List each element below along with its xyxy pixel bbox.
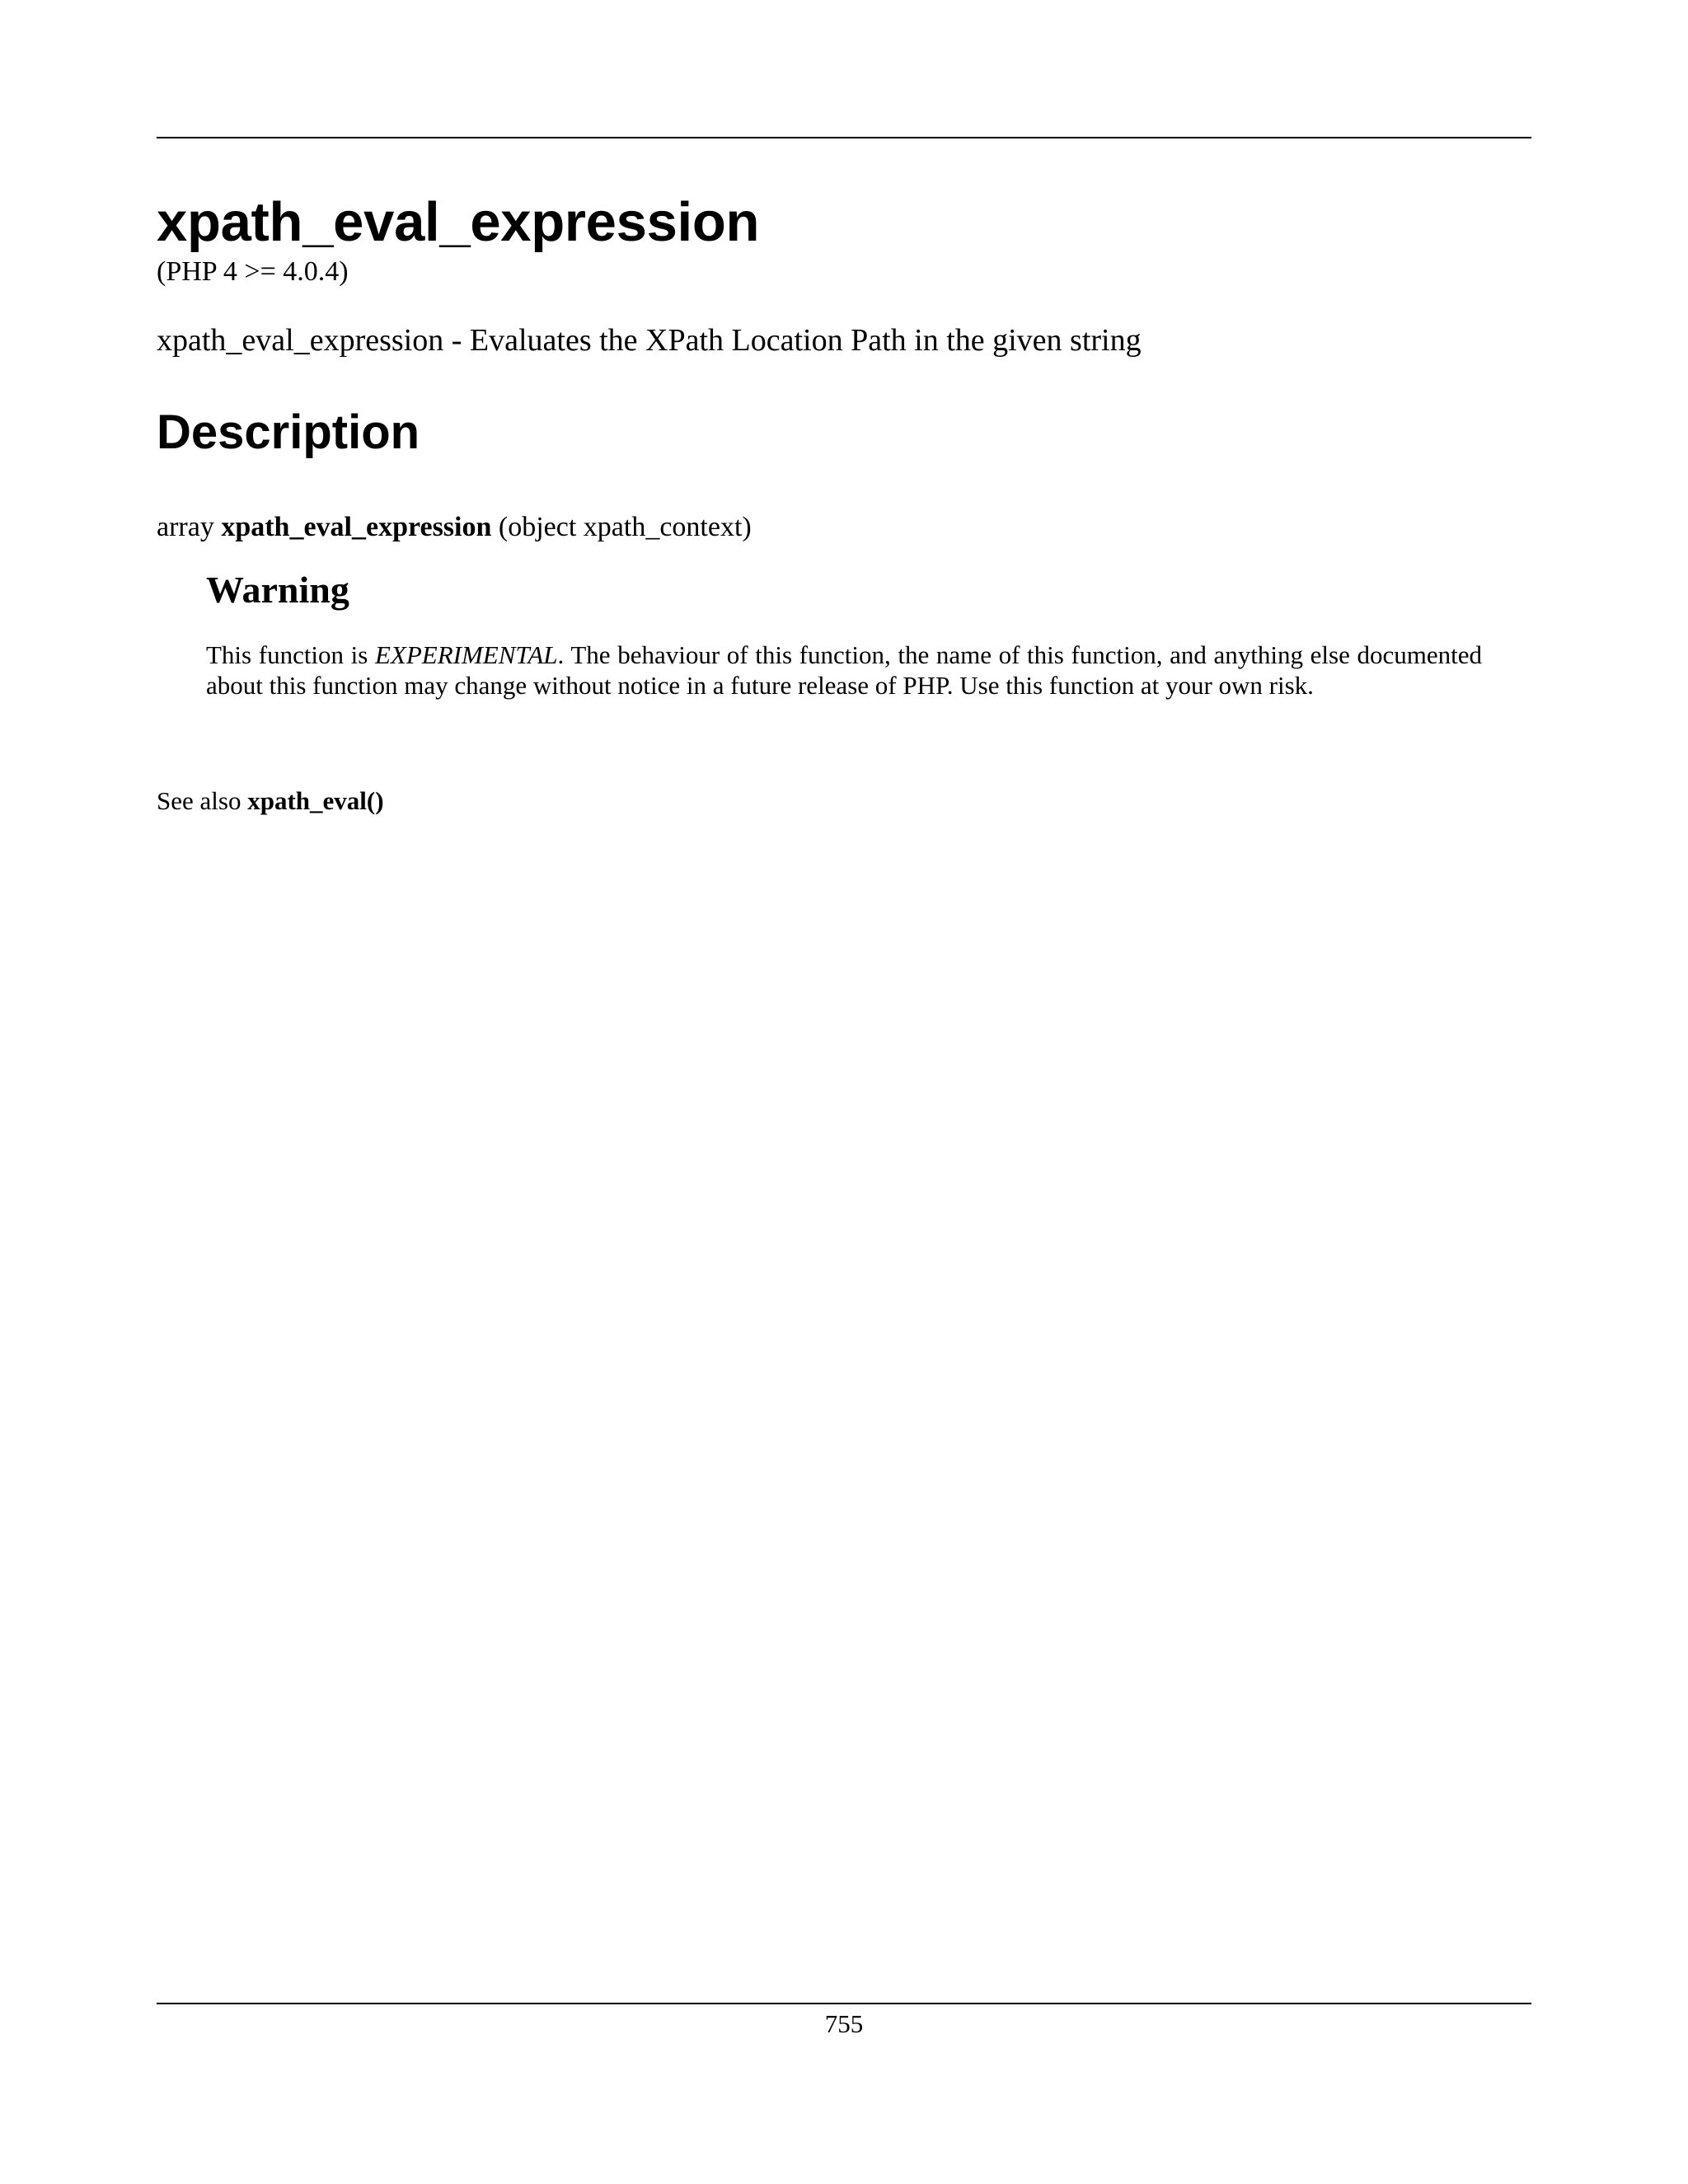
see-also	[157, 785, 384, 818]
warning-heading: Warning	[206, 569, 349, 611]
page-number: 755	[824, 2009, 864, 2038]
warning-text-before: This function is	[206, 640, 375, 669]
footer-rule	[157, 2003, 1531, 2004]
page-title: xpath_eval_expression	[157, 191, 760, 253]
synopsis-params: (object xpath_context)	[498, 512, 752, 542]
warning-text	[206, 640, 1482, 701]
function-synopsis	[157, 509, 752, 546]
warning-emphasis: EXPERIMENTAL	[374, 640, 558, 669]
see-also-function-link[interactable]: xpath_eval()	[247, 786, 384, 815]
section-heading-description: Description	[157, 405, 420, 459]
warning-text-after: . The behaviour of this function, the name of this function, and anything else documented about this function may change without notice in a future release of PHP. Use this function at your own risk.	[206, 640, 1482, 700]
see-also-label: See also	[157, 786, 241, 815]
php-version: (PHP 4 >= 4.0.4)	[157, 256, 349, 287]
ref-purpose: xpath_eval_expression - Evaluates the XPath Location Path in the given string	[157, 323, 1142, 358]
synopsis-return-type: array	[157, 512, 214, 542]
synopsis-function-name: xpath_eval_expression	[221, 512, 492, 542]
header-rule	[157, 137, 1531, 138]
